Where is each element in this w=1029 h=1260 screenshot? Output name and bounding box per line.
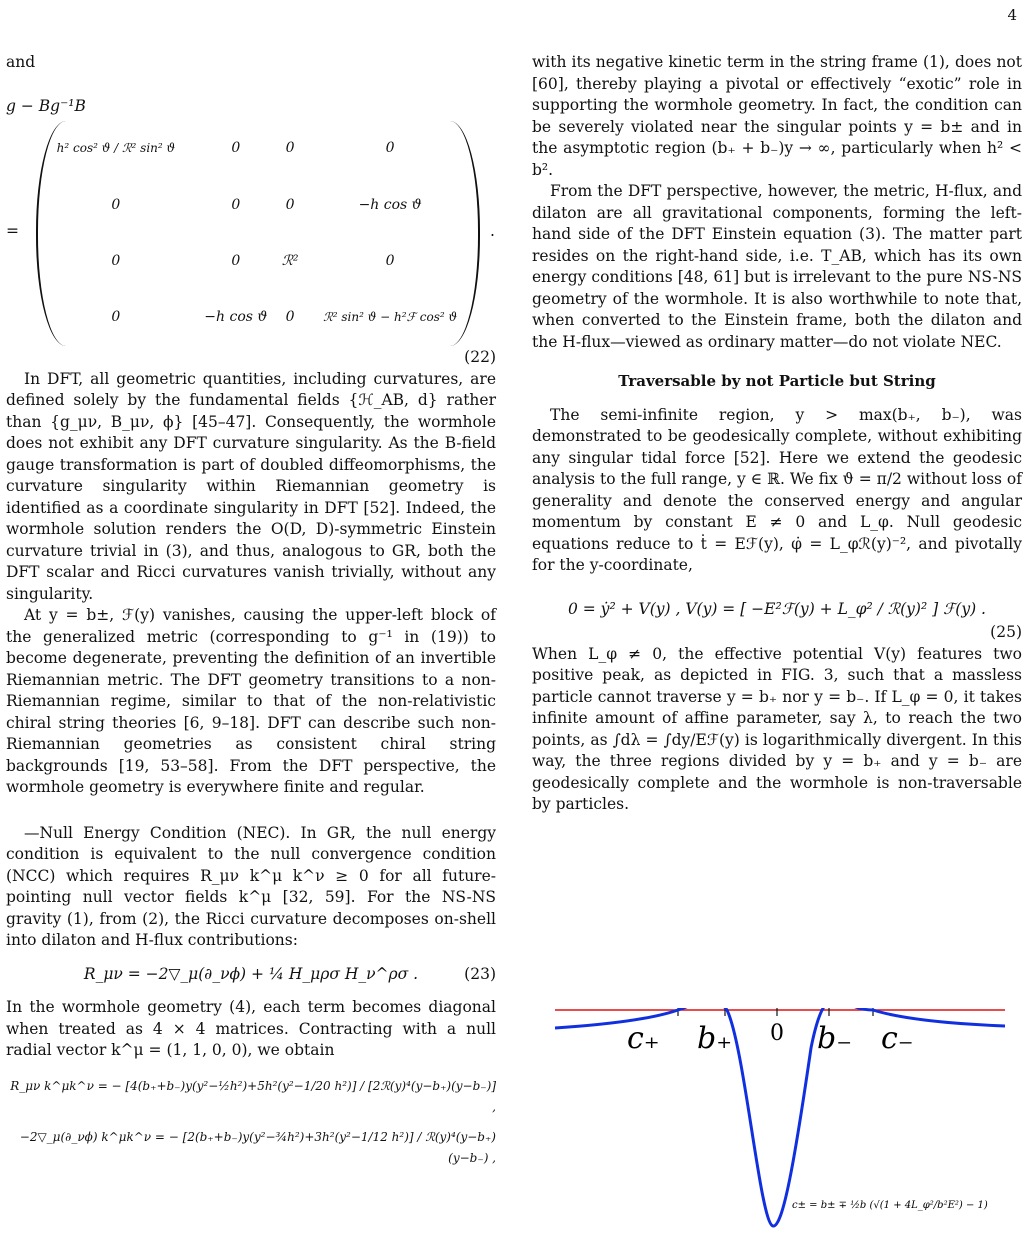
label-zero: 0 xyxy=(770,1021,784,1046)
potential-figure xyxy=(555,1008,1005,1244)
label-c-minus: c₋ xyxy=(881,1021,914,1056)
paragraph: In DFT, all geometric quantities, including curvatures, are defined solely by the fundamental fields {ℋ_AB, d} rather than {g_μν, B_μν, ϕ} [45–47]. Consequently, the wormhole does not exhibit any DFT curvature singularity. As the B-field gauge transformation is part of doubled diffeomorphisms, the curvature singularity within Riemannian geometry is identified as a coordinate singularity in DFT [52]. Indeed, the wormhole solution renders the O(D, D)-symmetric Einstein curvature trivial in (3), and thus, analogous to GR, both the DFT scalar and Ricci curvatures vanish trivially, without any singularity. xyxy=(6,369,496,603)
label-c-plus: c₊ xyxy=(627,1021,660,1056)
matrix-cell: 0 xyxy=(385,140,395,157)
matrix-cell: 0 xyxy=(231,196,241,213)
right-column xyxy=(532,52,1022,816)
page-number: 4 xyxy=(1007,6,1017,24)
label-b-plus: b₊ xyxy=(697,1021,733,1056)
eq23-body: R_μν = −2▽_μ(∂_νϕ) + ¼ H_μρσ H_ν^ρσ . xyxy=(83,964,419,983)
paragraph: The semi-infinite region, y > max(b₊, b₋), was demonstrated to be geodesically complete, without exhibiting any singular tidal force [52]. Here we extend the geodesic analysis to the full range, y ∈ ℝ. We fix ϑ = π/2 without loss of generality and denote the conserved energy and angular momentum by constant E ≠ 0 and L_φ. Null geodesic equations reduce to ṫ = Eℱ(y), φ̇ = L_φℛ(y)⁻², and pivotally for the y-coordinate, xyxy=(532,405,1022,574)
paragraph: with its negative kinetic term in the string frame (1), does not [60], thereby playing a pivotal or effectively “exotic” role in supporting the wormhole geometry. In fact, the condition can be severely violated near the singular points y = b± and in the asymptotic region (b₊ + b₋)y → ∞, particularly when h² < b². xyxy=(532,53,1022,179)
section-title: Traversable by not Particle but String xyxy=(618,372,936,390)
paragraph: In the wormhole geometry (4), each term becomes diagonal when treated as 4 × 4 matrices. Contracting with a null radial vector k^μ = (1, 1, 0, 0), we obtain xyxy=(6,998,496,1059)
matrix-cell: 0 xyxy=(111,196,121,213)
matrix-cell: 0 xyxy=(285,309,295,326)
eq22-number: (22) xyxy=(464,348,496,366)
matrix-cell: 0 xyxy=(231,252,241,269)
matrix xyxy=(36,121,480,346)
matrix-equals: = xyxy=(6,222,19,240)
paragraph: From the DFT perspective, however, the metric, H-flux, and dilaton are all gravitational components, forming the left-hand side of the DFT Einstein equation (3). The matter part resides on the right-hand side, i.e. T_AB, which has its own energy conditions [48, 61] but is irrelevant to the pure NS-NS geometry of the wormhole. It is also worthwhile to note that, when converted to the Einstein frame, both the dilaton and the H-flux—viewed as ordinary matter—do not violate NEC. xyxy=(532,182,1022,351)
matrix-cell: ℛ² sin² ϑ − h²ℱ cos² ϑ xyxy=(323,310,458,325)
equation-24a: R_μν k^μk^ν = − [4(b₊+b₋)y(y²−½h²)+5h²(y²−1/20 h²)] / [2ℛ(y)⁴(y−b₊)(y−b₋)] , xyxy=(10,1078,496,1114)
caption-formula: c± = b± ∓ ½b (√(1 + 4L_φ²/b²E²) − 1) xyxy=(792,1200,988,1211)
paragraph: At y = b±, ℱ(y) vanishes, causing the upper-left block of the generalized metric (corresponding to g⁻¹ in (19)) to become degenerate, preventing the definition of an invertible Riemannian metric. The DFT geometry transitions to a non-Riemannian regime, similar to that of the non-relativistic chiral string theories [6, 9–18]. DFT can describe such non-Riemannian geometries as consistent chiral string backgrounds [19, 53–58]. From the DFT perspective, the wormhole geometry is everywhere finite and regular. xyxy=(6,606,496,796)
matrix-cell: 0 xyxy=(285,140,295,157)
paragraph: When L_φ ≠ 0, the effective potential V(y) features two positive peak, as depicted in FIG. 3, such that a massless particle cannot traverse y = b₊ nor y = b₋. If L_φ = 0, it takes infinite amount of affine parameter, say λ, to reach the two points, as ∫dλ = ∫dy/Eℱ(y) is logarithmically divergent. In this way, the three regions divided by y = b₊ and y = b₋ are geodesically complete and the wormhole is non-traversable by particles. xyxy=(532,644,1022,813)
potential-plot xyxy=(555,1008,1005,1244)
matrix-lhs: g − Bg⁻¹B xyxy=(6,96,86,115)
and-word: and xyxy=(6,53,36,71)
equation-25 xyxy=(532,599,1022,621)
matrix-cell: 0 xyxy=(231,140,241,157)
matrix-end: . xyxy=(490,222,495,240)
matrix-cell: 0 xyxy=(285,196,295,213)
matrix-cell: h² cos² ϑ / ℛ² sin² ϑ xyxy=(56,141,176,156)
matrix-equation xyxy=(6,121,496,361)
matrix-cell: 0 xyxy=(111,309,121,326)
matrix-cell: −h cos ϑ xyxy=(358,196,422,213)
matrix-cell: −h cos ϑ xyxy=(204,309,268,326)
label-b-minus: b₋ xyxy=(817,1021,853,1056)
matrix-cell: 0 xyxy=(385,252,395,269)
paragraph-nec: —Null Energy Condition (NEC). In GR, the null energy condition is equivalent to the null convergence condition (NCC) which requires R_μν k^μ k^ν ≥ 0 for all future-pointing null vector fields k^μ [32, 59]. For the NS-NS gravity (1), from (2), the Ricci curvature decomposes on-shell into dilaton and H-flux contributions: xyxy=(6,823,496,949)
matrix-cell: ℛ² xyxy=(281,252,299,269)
equation-23 xyxy=(6,964,496,986)
left-column xyxy=(6,52,496,1170)
eq23-number: (23) xyxy=(464,964,496,983)
matrix-cell: 0 xyxy=(111,252,121,269)
eq25-number: (25) xyxy=(990,623,1022,641)
equation-24b: −2▽_μ(∂_νϕ) k^μk^ν = − [2(b₊+b₋)y(y²−¾h²)+3h²(y²−1/12 h²)] / ℛ(y)⁴(y−b₊)(y−b₋) , xyxy=(19,1129,496,1165)
eq25-body: 0 = ẏ² + V(y) , V(y) = [ −E²ℱ(y) + L_φ² / ℛ(y)² ] ℱ(y) . xyxy=(567,599,986,618)
